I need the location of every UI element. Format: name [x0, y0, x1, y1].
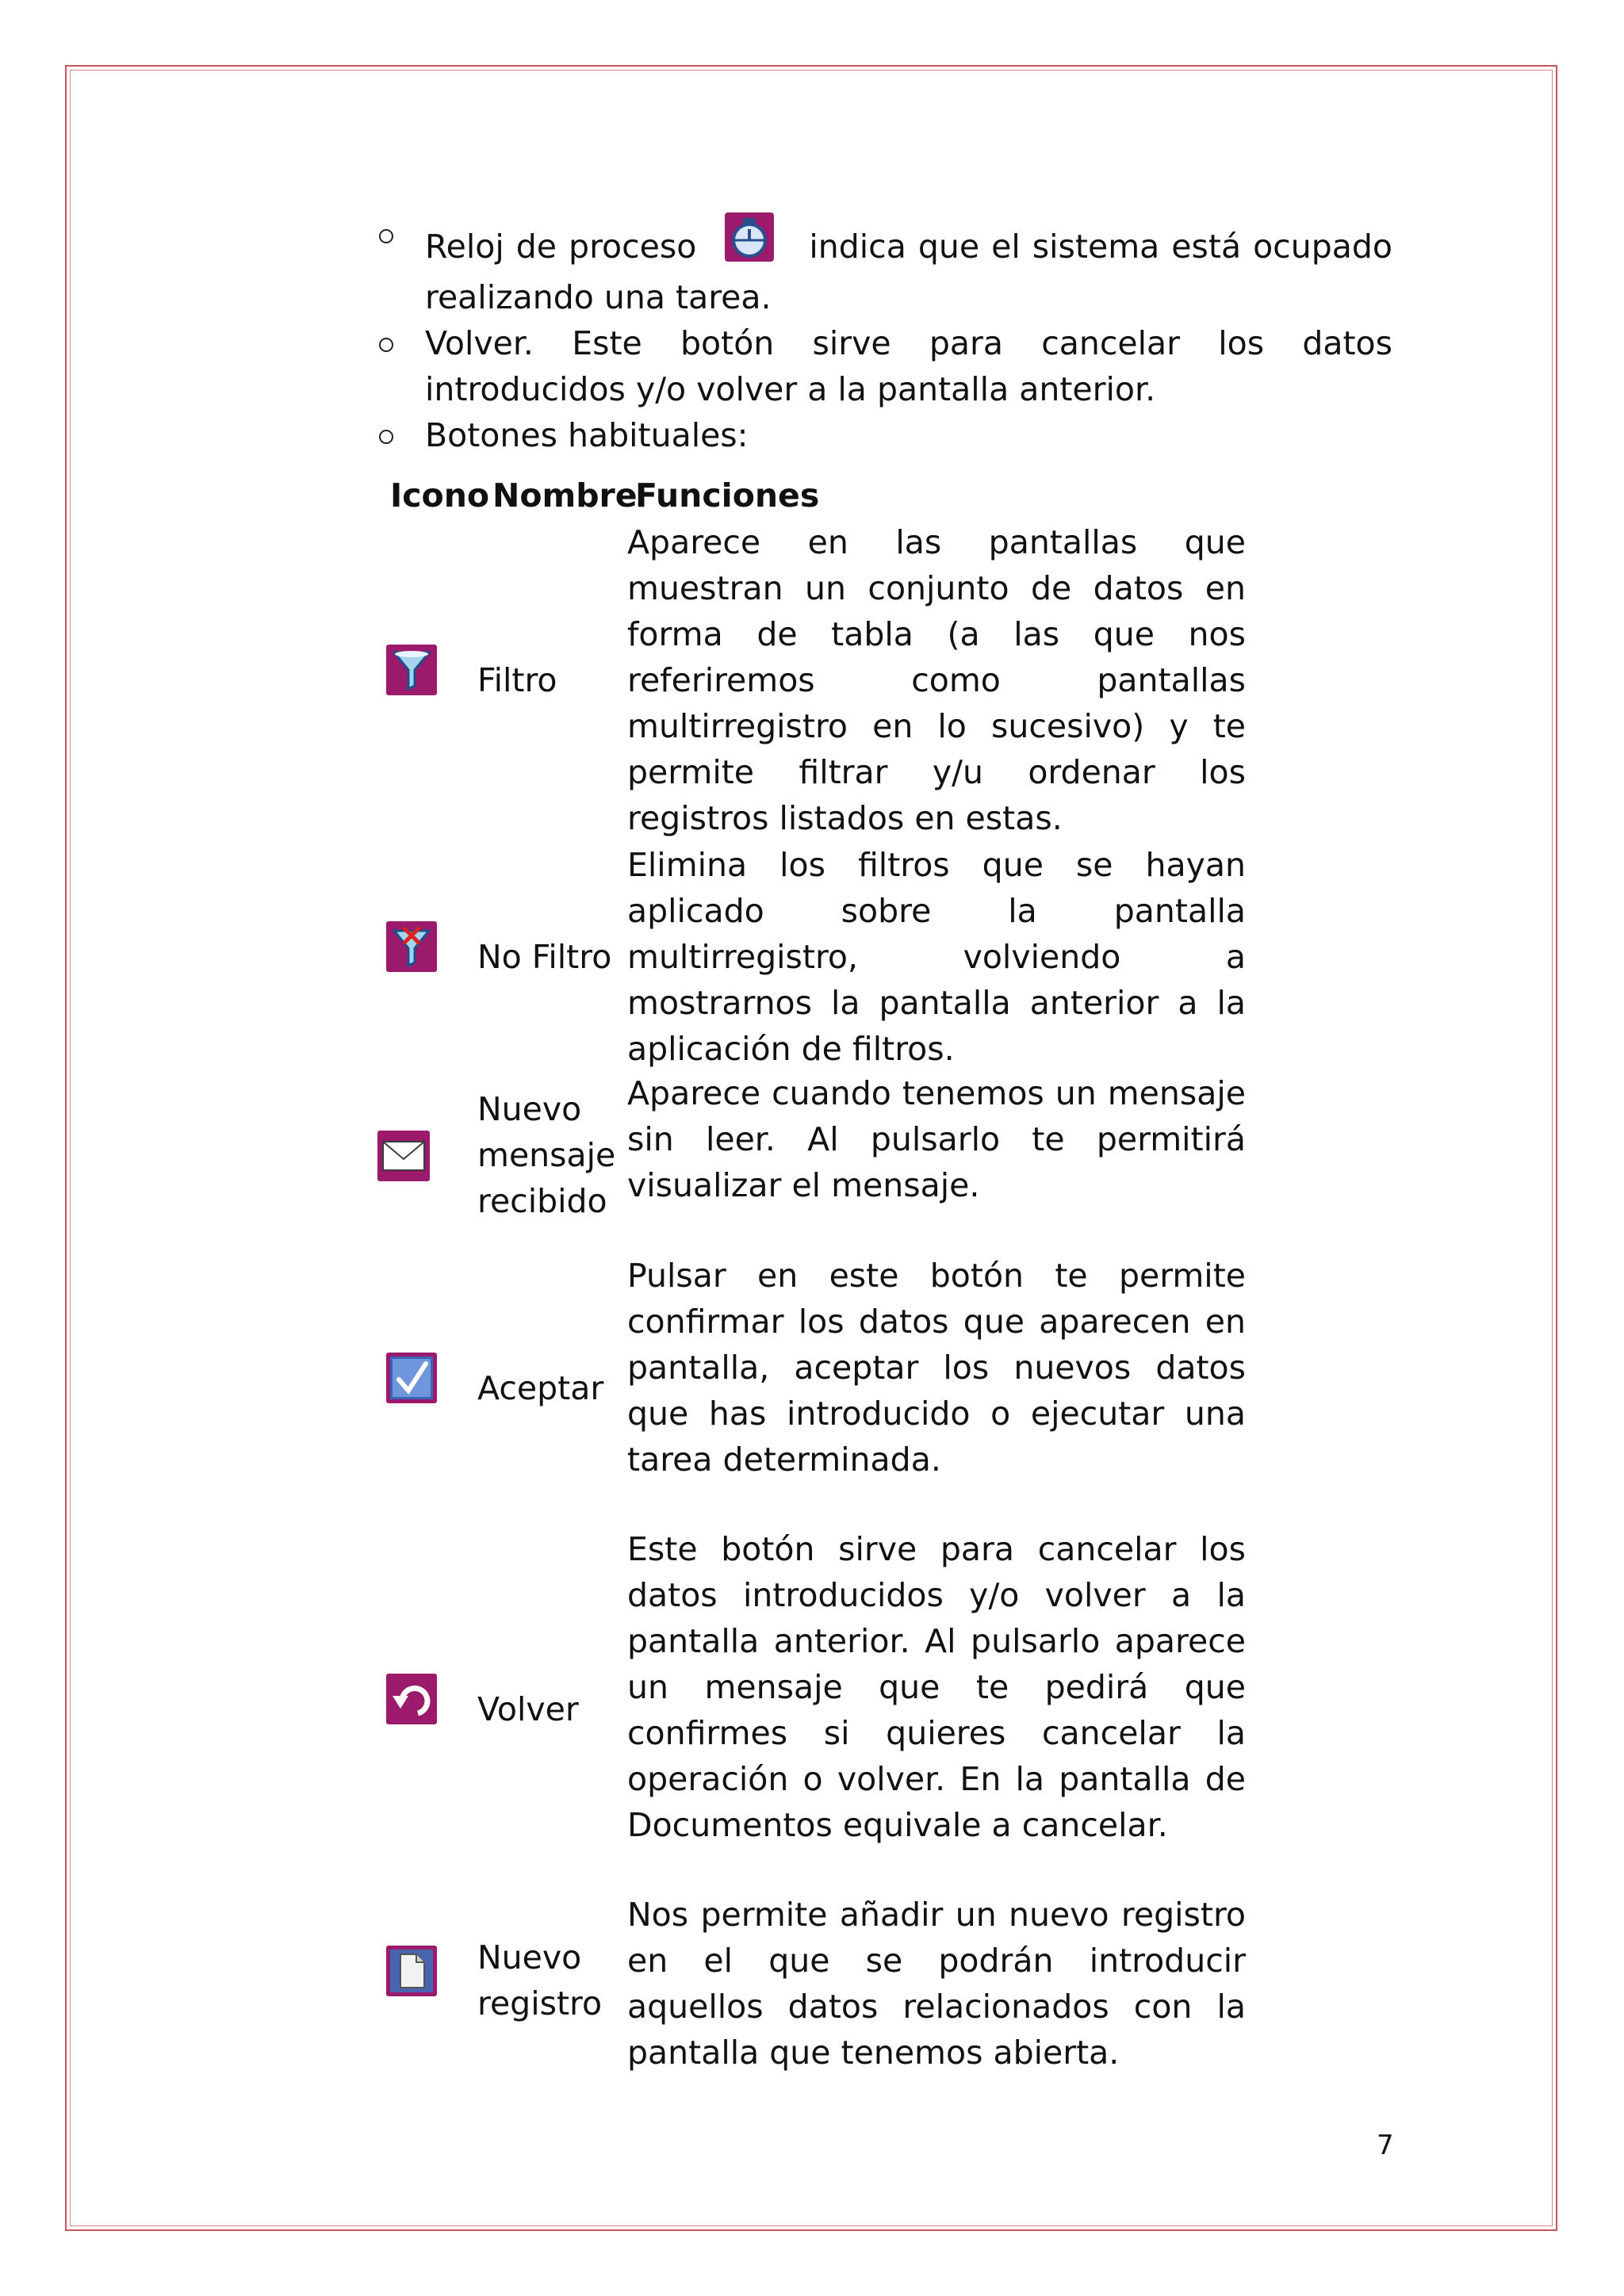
- filter-icon[interactable]: [386, 645, 437, 695]
- bullet-circle-icon: [379, 430, 393, 444]
- row-name: Filtro: [477, 661, 557, 699]
- botones-text: Botones habituales:: [425, 416, 749, 454]
- row-description: Elimina los filtros que se hayan aplicado sobre la pantalla multirregistro, volviendo a mostrarnos la pantalla anterior a la aplicación de filtros.: [627, 846, 1246, 1068]
- row-description: Pulsar en este botón te permite confirmar los datos que aparecen en pantalla, aceptar los nuevos datos que has introducido o ejecutar una tarea determinada.: [627, 1257, 1246, 1479]
- bullet-list: [377, 212, 1392, 458]
- clock-icon: [724, 212, 775, 274]
- header-name: Nombre: [492, 476, 638, 515]
- row-name: No Filtro: [477, 938, 612, 976]
- row-description: Aparece en las pantallas que muestran un conjunto de datos en forma de tabla (a las que nos referiremos como pantallas multirregistro en lo sucesivo) y te permite filtrar y/u ordenar los registros listados en estas.: [627, 523, 1246, 837]
- checkbox-icon[interactable]: [386, 1353, 437, 1403]
- row-description: Aparece cuando tenemos un mensaje sin leer. Al pulsarlo te permitirá visualizar el mensaje.: [627, 1074, 1246, 1204]
- page-number: 7: [1377, 2130, 1394, 2161]
- reloj-description: indica que el sistema está ocupado realizando una tarea.: [425, 228, 1392, 316]
- no-filter-icon[interactable]: [386, 921, 437, 972]
- new-document-icon[interactable]: [386, 1946, 437, 1996]
- row-name: Nuevo mensaje recibido: [477, 1090, 616, 1220]
- bullet-volver: [377, 320, 1392, 412]
- volver-text: Volver. Este botón sirve para cancelar los datos introducidos y/o volver a la pantalla anterior.: [425, 324, 1392, 408]
- envelope-icon[interactable]: [377, 1131, 430, 1181]
- row-name: Nuevo registro: [477, 1938, 603, 2022]
- row-description: Este botón sirve para cancelar los datos introducidos y/o volver a la pantalla anterior. Al pulsarlo aparece un mensaje que te pedirá que confirmes si quieres cancelar la operación o volver. En la pantalla de Documentos equivale a cancelar.: [627, 1530, 1246, 1844]
- undo-arrow-icon[interactable]: [386, 1674, 437, 1724]
- bullet-circle-icon: [379, 229, 393, 243]
- row-name: Volver: [477, 1690, 579, 1728]
- bullet-botones: [377, 412, 1392, 458]
- reloj-label: Reloj de proceso: [425, 228, 697, 266]
- bullet-reloj: [377, 212, 1392, 320]
- row-name: Aceptar: [477, 1369, 604, 1407]
- bullet-circle-icon: [379, 338, 393, 352]
- row-description: Nos permite añadir un nuevo registro en el que se podrán introducir aquellos datos relacionados con la pantalla que tenemos abierta.: [627, 1896, 1246, 2072]
- header-functions: Funciones: [635, 476, 820, 515]
- header-icon: Icono: [390, 476, 490, 515]
